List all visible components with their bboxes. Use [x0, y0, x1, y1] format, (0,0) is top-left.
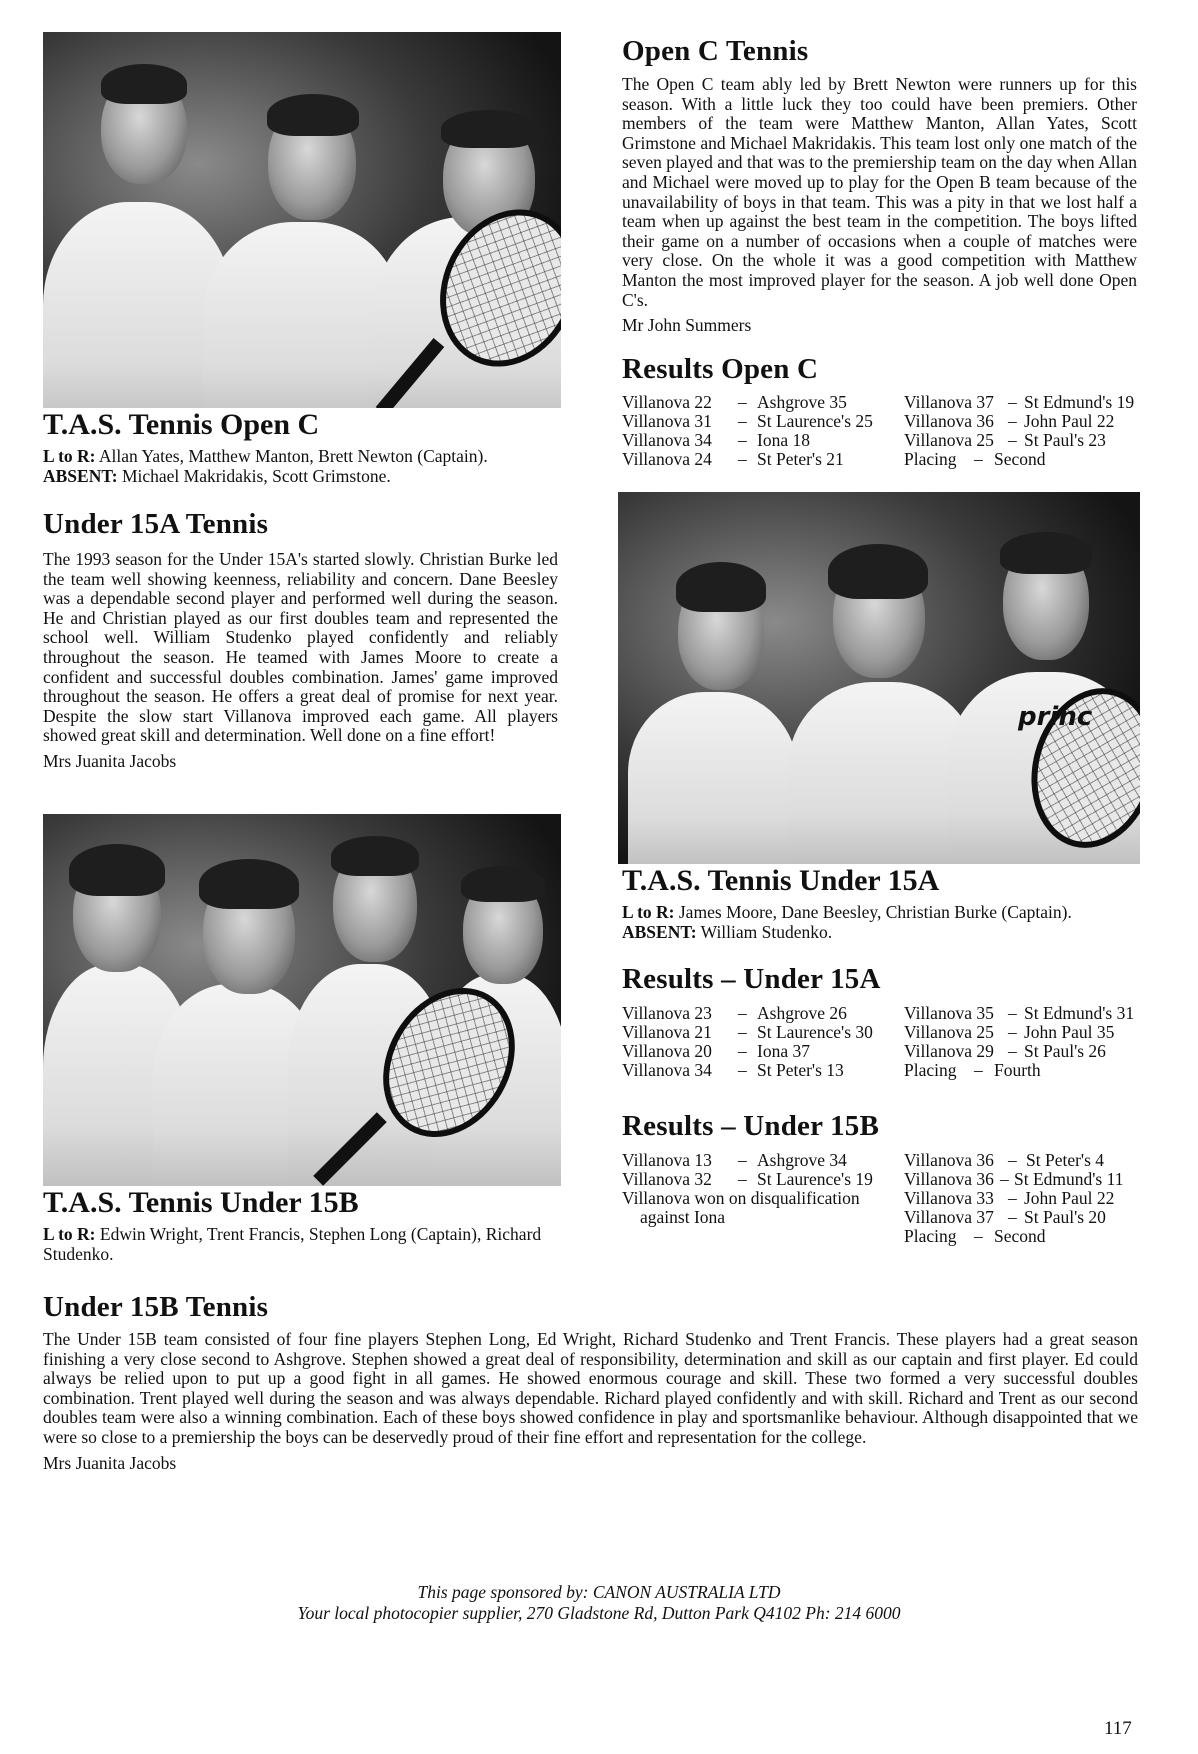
- photo-under15a: [618, 492, 1140, 864]
- result-dash: –: [738, 430, 747, 450]
- caption-names: Allan Yates, Matthew Manton, Brett Newton (Captain).: [98, 446, 488, 466]
- result-team: Placing: [904, 449, 957, 469]
- result-opponent: St Peter's 13: [757, 1060, 844, 1080]
- result-team: Villanova 31: [622, 411, 712, 431]
- results-left-col: [622, 393, 902, 469]
- caption-line: [43, 466, 563, 486]
- signature: Mr John Summers: [622, 315, 752, 336]
- caption-label: ABSENT:: [43, 466, 118, 486]
- result-team: Villanova 35: [904, 1003, 994, 1023]
- section-heading: Under 15B Tennis: [43, 1291, 269, 1323]
- results-table: [622, 1004, 1142, 1084]
- result-opponent: Second: [994, 449, 1046, 469]
- result-dash: –: [738, 1022, 747, 1042]
- result-dash: –: [738, 411, 747, 431]
- article-body: The Under 15B team consisted of four fine players Stephen Long, Ed Wright, Richard Studenko and Trent Francis. These players had a great season finishing a very close second to Ashgrove. Stephen showed a great deal of responsibility, determination and skill as our captain and first player. Ed could always be relied upon to put up a good fight in all games. He showed enormous courage and skill. These two formed a very successful doubles combination. Trent played well during the season and was always dependable. Richard played confidently and with skill. Richard and Trent as our second doubles team were also a winning combination. Each of these boys showed confidence in play and sportsmanlike behaviour. Although disappointed that we were so close to a premiership the boys can be deservedly proud of their fine effort and representation for the college.: [43, 1329, 1138, 1447]
- caption-title: T.A.S. Tennis Open C: [43, 408, 320, 441]
- caption-open-c: [43, 408, 563, 486]
- results-open-c: [622, 353, 1142, 473]
- result-team: Villanova 32: [622, 1169, 712, 1189]
- caption-label: ABSENT:: [622, 922, 697, 942]
- result-team: Villanova 20: [622, 1041, 712, 1061]
- result-team: Villanova 36: [904, 1169, 994, 1189]
- result-dash: –: [1008, 1041, 1017, 1061]
- result-dash: –: [974, 1060, 983, 1080]
- result-opponent: Ashgrove 35: [757, 392, 847, 412]
- result-dash: –: [1000, 1169, 1009, 1189]
- results-heading: Results – Under 15B: [622, 1110, 880, 1142]
- article-under15b: [43, 1291, 1138, 1473]
- result-team: Villanova 25: [904, 1022, 994, 1042]
- result-dash: –: [738, 1169, 747, 1189]
- result-opponent: St Laurence's 30: [757, 1022, 873, 1042]
- result-opponent: St Laurence's 19: [757, 1169, 873, 1189]
- result-team: Placing: [904, 1226, 957, 1246]
- result-dash: –: [738, 1041, 747, 1061]
- page-number: 117: [1104, 1718, 1132, 1739]
- sponsor-footer: [0, 1582, 1198, 1624]
- results-right-col: [904, 1004, 1142, 1080]
- result-opponent: Iona 18: [757, 430, 810, 450]
- photo-open-c: [43, 32, 561, 408]
- article-under15a: [43, 508, 558, 771]
- result-opponent: Second: [994, 1226, 1046, 1246]
- caption-line: [622, 902, 1142, 922]
- result-team: Placing: [904, 1060, 957, 1080]
- result-dash: –: [1008, 411, 1017, 431]
- result-team: Villanova 13: [622, 1150, 712, 1170]
- result-opponent: St Edmund's 11: [1014, 1169, 1124, 1189]
- section-heading: Open C Tennis: [622, 35, 809, 67]
- result-dash: –: [738, 1003, 747, 1023]
- results-left-col: [622, 1004, 902, 1080]
- result-opponent: John Paul 22: [1024, 1188, 1115, 1208]
- result-opponent: Ashgrove 26: [757, 1003, 847, 1023]
- result-note: against Iona: [640, 1207, 726, 1227]
- result-team: Villanova 37: [904, 392, 994, 412]
- result-dash: –: [974, 449, 983, 469]
- caption-label: L to R:: [622, 902, 675, 922]
- result-opponent: St Peter's 21: [757, 449, 844, 469]
- result-dash: –: [974, 1226, 983, 1246]
- results-under15a: [622, 963, 1142, 1084]
- result-team: Villanova 33: [904, 1188, 994, 1208]
- results-under15b: [622, 1110, 1142, 1251]
- sponsor-line: This page sponsored by: CANON AUSTRALIA LTD: [417, 1582, 781, 1602]
- results-table: [622, 1151, 1142, 1251]
- result-team: Villanova 21: [622, 1022, 712, 1042]
- result-team: Villanova 25: [904, 430, 994, 450]
- result-opponent: St Edmund's 31: [1024, 1003, 1135, 1023]
- caption-names: Michael Makridakis, Scott Grimstone.: [121, 466, 391, 486]
- caption-line: [43, 446, 563, 466]
- caption-title: T.A.S. Tennis Under 15A: [622, 864, 940, 897]
- results-right-col: [904, 393, 1142, 469]
- caption-names: William Studenko.: [700, 922, 833, 942]
- results-left-col: [622, 1151, 902, 1227]
- result-opponent: John Paul 35: [1024, 1022, 1115, 1042]
- result-team: Villanova 34: [622, 430, 712, 450]
- caption-names: James Moore, Dane Beesley, Christian Burke (Captain).: [678, 902, 1072, 922]
- signature: Mrs Juanita Jacobs: [43, 1452, 177, 1473]
- result-opponent: St Paul's 23: [1024, 430, 1106, 450]
- caption-line: [43, 1224, 563, 1264]
- signature: Mrs Juanita Jacobs: [43, 750, 177, 771]
- caption-names: Edwin Wright, Trent Francis, Stephen Long (Captain), Richard Studenko.: [43, 1224, 542, 1264]
- result-opponent: Ashgrove 34: [757, 1150, 847, 1170]
- result-dash: –: [1008, 1150, 1017, 1170]
- result-dash: –: [1008, 430, 1017, 450]
- caption-label: L to R:: [43, 446, 96, 466]
- results-heading: Results – Under 15A: [622, 963, 881, 995]
- result-dash: –: [1008, 1022, 1017, 1042]
- article-body: The 1993 season for the Under 15A's started slowly. Christian Burke led the team well showing keenness, reliability and concern. Dane Beesley was a dependable second player and performed well during the season. He and Christian played as our first doubles team and represented the school well. William Studenko played confidently and reliably throughout the season. He teamed with James Moore to create a confident and successful doubles combination. James' game improved throughout the season. He offers a great deal of promise for next year. Despite the slow start Villanova improved each game. All players showed great skill and determination. Well done on a fine effort!: [43, 549, 558, 746]
- results-table: [622, 393, 1142, 473]
- caption-under15a: [622, 864, 1142, 942]
- result-team: Villanova 37: [904, 1207, 994, 1227]
- results-right-col: [904, 1151, 1142, 1246]
- shirt-brand-logo: princ: [1018, 702, 1093, 732]
- result-dash: –: [738, 392, 747, 412]
- result-opponent: John Paul 22: [1024, 411, 1115, 431]
- result-team: Villanova 24: [622, 449, 712, 469]
- result-opponent: St Edmund's 19: [1024, 392, 1135, 412]
- result-team: Villanova 23: [622, 1003, 712, 1023]
- result-dash: –: [1008, 1207, 1017, 1227]
- results-heading: Results Open C: [622, 353, 819, 385]
- result-dash: –: [738, 449, 747, 469]
- photo-under15b: [43, 814, 561, 1186]
- result-team: Villanova 34: [622, 1060, 712, 1080]
- caption-title: T.A.S. Tennis Under 15B: [43, 1186, 359, 1219]
- result-dash: –: [738, 1060, 747, 1080]
- article-body: The Open C team ably led by Brett Newton were runners up for this season. With a little luck they too could have been premiers. Other members of the team were Matthew Manton, Allan Yates, Scott Grimstone and Michael Makridakis. This team lost only one match of the seven played and that was to the premiership team on the day when Allan and Michael were moved up to play for the Open B team because of the unavailability of boys in that team. This was a pity in that we lost half a team when up against the best team in the competition. The boys lifted their game on a number of occasions when a couple of matches were very close. On the whole it was a good competition with Matthew Manton the most improved player for the season. A job well done Open C's.: [622, 74, 1137, 310]
- result-team: Villanova 36: [904, 411, 994, 431]
- result-opponent: St Peter's 4: [1026, 1150, 1105, 1170]
- result-opponent: Iona 37: [757, 1041, 810, 1061]
- result-opponent: St Paul's 20: [1024, 1207, 1106, 1227]
- article-open-c: [622, 35, 1137, 335]
- result-team: Villanova 22: [622, 392, 712, 412]
- result-note: Villanova won on disqualification: [622, 1188, 860, 1208]
- result-opponent: Fourth: [994, 1060, 1041, 1080]
- sponsor-line: Your local photocopier supplier, 270 Gladstone Rd, Dutton Park Q4102 Ph: 214 6000: [297, 1603, 901, 1623]
- caption-label: L to R:: [43, 1224, 96, 1244]
- result-dash: –: [1008, 392, 1017, 412]
- result-team: Villanova 36: [904, 1150, 994, 1170]
- caption-under15b: [43, 1186, 563, 1264]
- result-team: Villanova 29: [904, 1041, 994, 1061]
- result-dash: –: [1008, 1188, 1017, 1208]
- result-opponent: St Paul's 26: [1024, 1041, 1106, 1061]
- caption-line: [622, 922, 1142, 942]
- result-opponent: St Laurence's 25: [757, 411, 873, 431]
- section-heading: Under 15A Tennis: [43, 508, 269, 540]
- result-dash: –: [738, 1150, 747, 1170]
- result-dash: –: [1008, 1003, 1017, 1023]
